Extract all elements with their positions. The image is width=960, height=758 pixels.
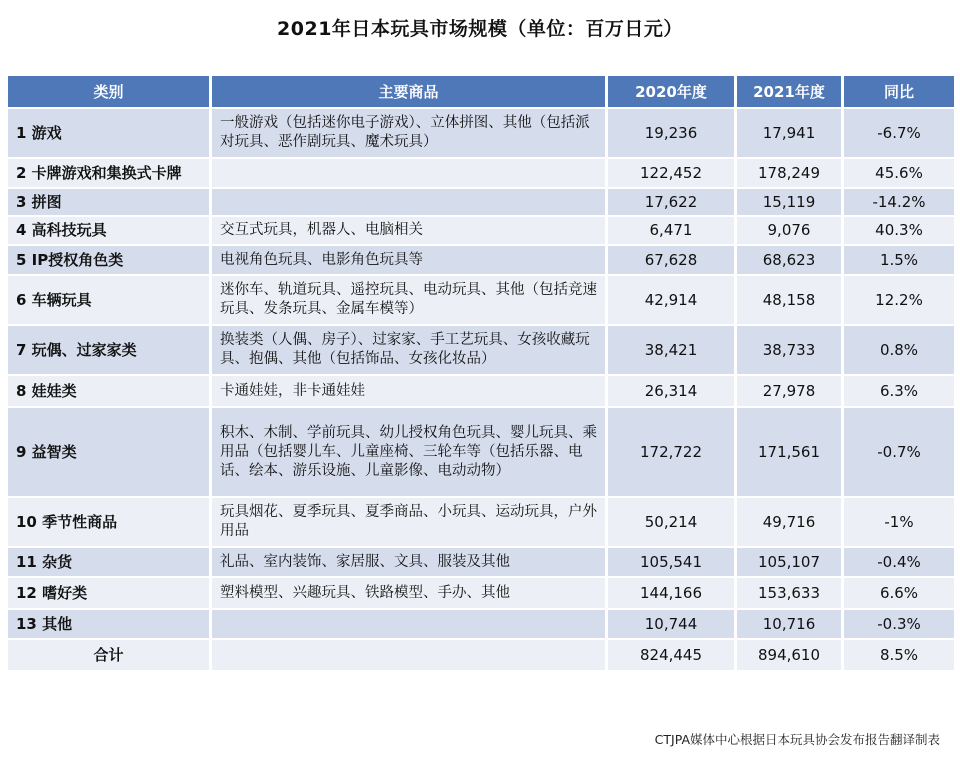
goods-cell: 电视角色玩具、电影角色玩具等 [212, 246, 605, 274]
goods-cell: 积木、木制、学前玩具、幼儿授权角色玩具、婴儿玩具、乘用品（包括婴儿车、儿童座椅、三轮车等（包括乐器、电话、绘本、游乐设施、儿童影像、电动动物） [212, 408, 605, 496]
table-row [8, 109, 954, 157]
yoy-cell: -1% [844, 498, 954, 546]
goods-cell [212, 189, 605, 215]
value-2020-cell: 38,421 [608, 326, 734, 374]
value-2020-cell: 42,914 [608, 276, 734, 324]
table-row [8, 276, 954, 324]
table-row [8, 326, 954, 374]
yoy-cell: -0.3% [844, 610, 954, 638]
category-cell: 8 娃娃类 [8, 376, 209, 406]
yoy-cell: 40.3% [844, 217, 954, 244]
header-goods: 主要商品 [212, 76, 605, 107]
category-cell: 7 玩偶、过家家类 [8, 326, 209, 374]
yoy-cell: 0.8% [844, 326, 954, 374]
header-yoy: 同比 [844, 76, 954, 107]
goods-cell: 塑料模型、兴趣玩具、铁路模型、手办、其他 [212, 578, 605, 608]
category-cell: 10 季节性商品 [8, 498, 209, 546]
value-2021-cell: 10,716 [737, 610, 841, 638]
total-2021-cell: 894,610 [737, 640, 841, 670]
value-2020-cell: 6,471 [608, 217, 734, 244]
table-row [8, 578, 954, 608]
total-2020-cell: 824,445 [608, 640, 734, 670]
yoy-cell: -6.7% [844, 109, 954, 157]
source-note: CTJPA媒体中心根据日本玩具协会发布报告翻译制表 [654, 732, 940, 747]
goods-cell: 礼品、室内装饰、家居服、文具、服装及其他 [212, 548, 605, 576]
category-cell: 5 IP授权角色类 [8, 246, 209, 274]
goods-cell: 交互式玩具，机器人、电脑相关 [212, 217, 605, 244]
value-2021-cell: 9,076 [737, 217, 841, 244]
yoy-cell: -0.7% [844, 408, 954, 496]
value-2020-cell: 50,214 [608, 498, 734, 546]
value-2021-cell: 153,633 [737, 578, 841, 608]
yoy-cell: 6.6% [844, 578, 954, 608]
goods-cell: 换装类（人偶、房子）、过家家、手工艺玩具、女孩收藏玩具、抱偶、其他（包括饰品、女孩化妆品） [212, 326, 605, 374]
category-cell: 2 卡牌游戏和集换式卡牌 [8, 159, 209, 187]
category-cell: 13 其他 [8, 610, 209, 638]
table-row [8, 610, 954, 638]
value-2021-cell: 38,733 [737, 326, 841, 374]
yoy-cell: 6.3% [844, 376, 954, 406]
value-2021-cell: 178,249 [737, 159, 841, 187]
category-cell: 11 杂货 [8, 548, 209, 576]
category-cell: 4 高科技玩具 [8, 217, 209, 244]
table-row [8, 246, 954, 274]
table-row [8, 159, 954, 187]
category-cell: 6 车辆玩具 [8, 276, 209, 324]
value-2021-cell: 171,561 [737, 408, 841, 496]
goods-cell [212, 640, 605, 670]
yoy-cell: -0.4% [844, 548, 954, 576]
page-title: 2021年日本玩具市场规模（单位：百万日元） [277, 18, 683, 40]
value-2020-cell: 10,744 [608, 610, 734, 638]
goods-cell: 玩具烟花、夏季玩具、夏季商品、小玩具、运动玩具，户外用品 [212, 498, 605, 546]
table-row [8, 498, 954, 546]
table-row [8, 376, 954, 406]
value-2020-cell: 144,166 [608, 578, 734, 608]
yoy-cell: -14.2% [844, 189, 954, 215]
value-2021-cell: 27,978 [737, 376, 841, 406]
category-cell: 1 游戏 [8, 109, 209, 157]
yoy-cell: 1.5% [844, 246, 954, 274]
total-row [8, 640, 954, 670]
yoy-cell: 45.6% [844, 159, 954, 187]
table-row [8, 189, 954, 215]
header-category: 类别 [8, 76, 209, 107]
goods-cell [212, 159, 605, 187]
value-2020-cell: 122,452 [608, 159, 734, 187]
header-2021: 2021年度 [737, 76, 841, 107]
value-2020-cell: 26,314 [608, 376, 734, 406]
value-2021-cell: 49,716 [737, 498, 841, 546]
category-cell: 9 益智类 [8, 408, 209, 496]
value-2021-cell: 105,107 [737, 548, 841, 576]
total-yoy-cell: 8.5% [844, 640, 954, 670]
value-2021-cell: 68,623 [737, 246, 841, 274]
value-2021-cell: 15,119 [737, 189, 841, 215]
value-2020-cell: 17,622 [608, 189, 734, 215]
category-cell: 3 拼图 [8, 189, 209, 215]
value-2021-cell: 48,158 [737, 276, 841, 324]
table-row [8, 408, 954, 496]
total-label-cell: 合计 [8, 640, 209, 670]
category-cell: 12 嗜好类 [8, 578, 209, 608]
goods-cell: 卡通娃娃，非卡通娃娃 [212, 376, 605, 406]
goods-cell [212, 610, 605, 638]
table-row [8, 548, 954, 576]
value-2020-cell: 19,236 [608, 109, 734, 157]
goods-cell: 一般游戏（包括迷你电子游戏）、立体拼图、其他（包括派对玩具、恶作剧玩具、魔术玩具） [212, 109, 605, 157]
yoy-cell: 12.2% [844, 276, 954, 324]
value-2020-cell: 172,722 [608, 408, 734, 496]
value-2020-cell: 67,628 [608, 246, 734, 274]
header-2020: 2020年度 [608, 76, 734, 107]
value-2020-cell: 105,541 [608, 548, 734, 576]
value-2021-cell: 17,941 [737, 109, 841, 157]
table-row [8, 217, 954, 244]
toy-market-table [5, 74, 957, 672]
goods-cell: 迷你车、轨道玩具、遥控玩具、电动玩具、其他（包括竞速玩具、发条玩具、金属车模等） [212, 276, 605, 324]
table-header-row [8, 76, 954, 107]
